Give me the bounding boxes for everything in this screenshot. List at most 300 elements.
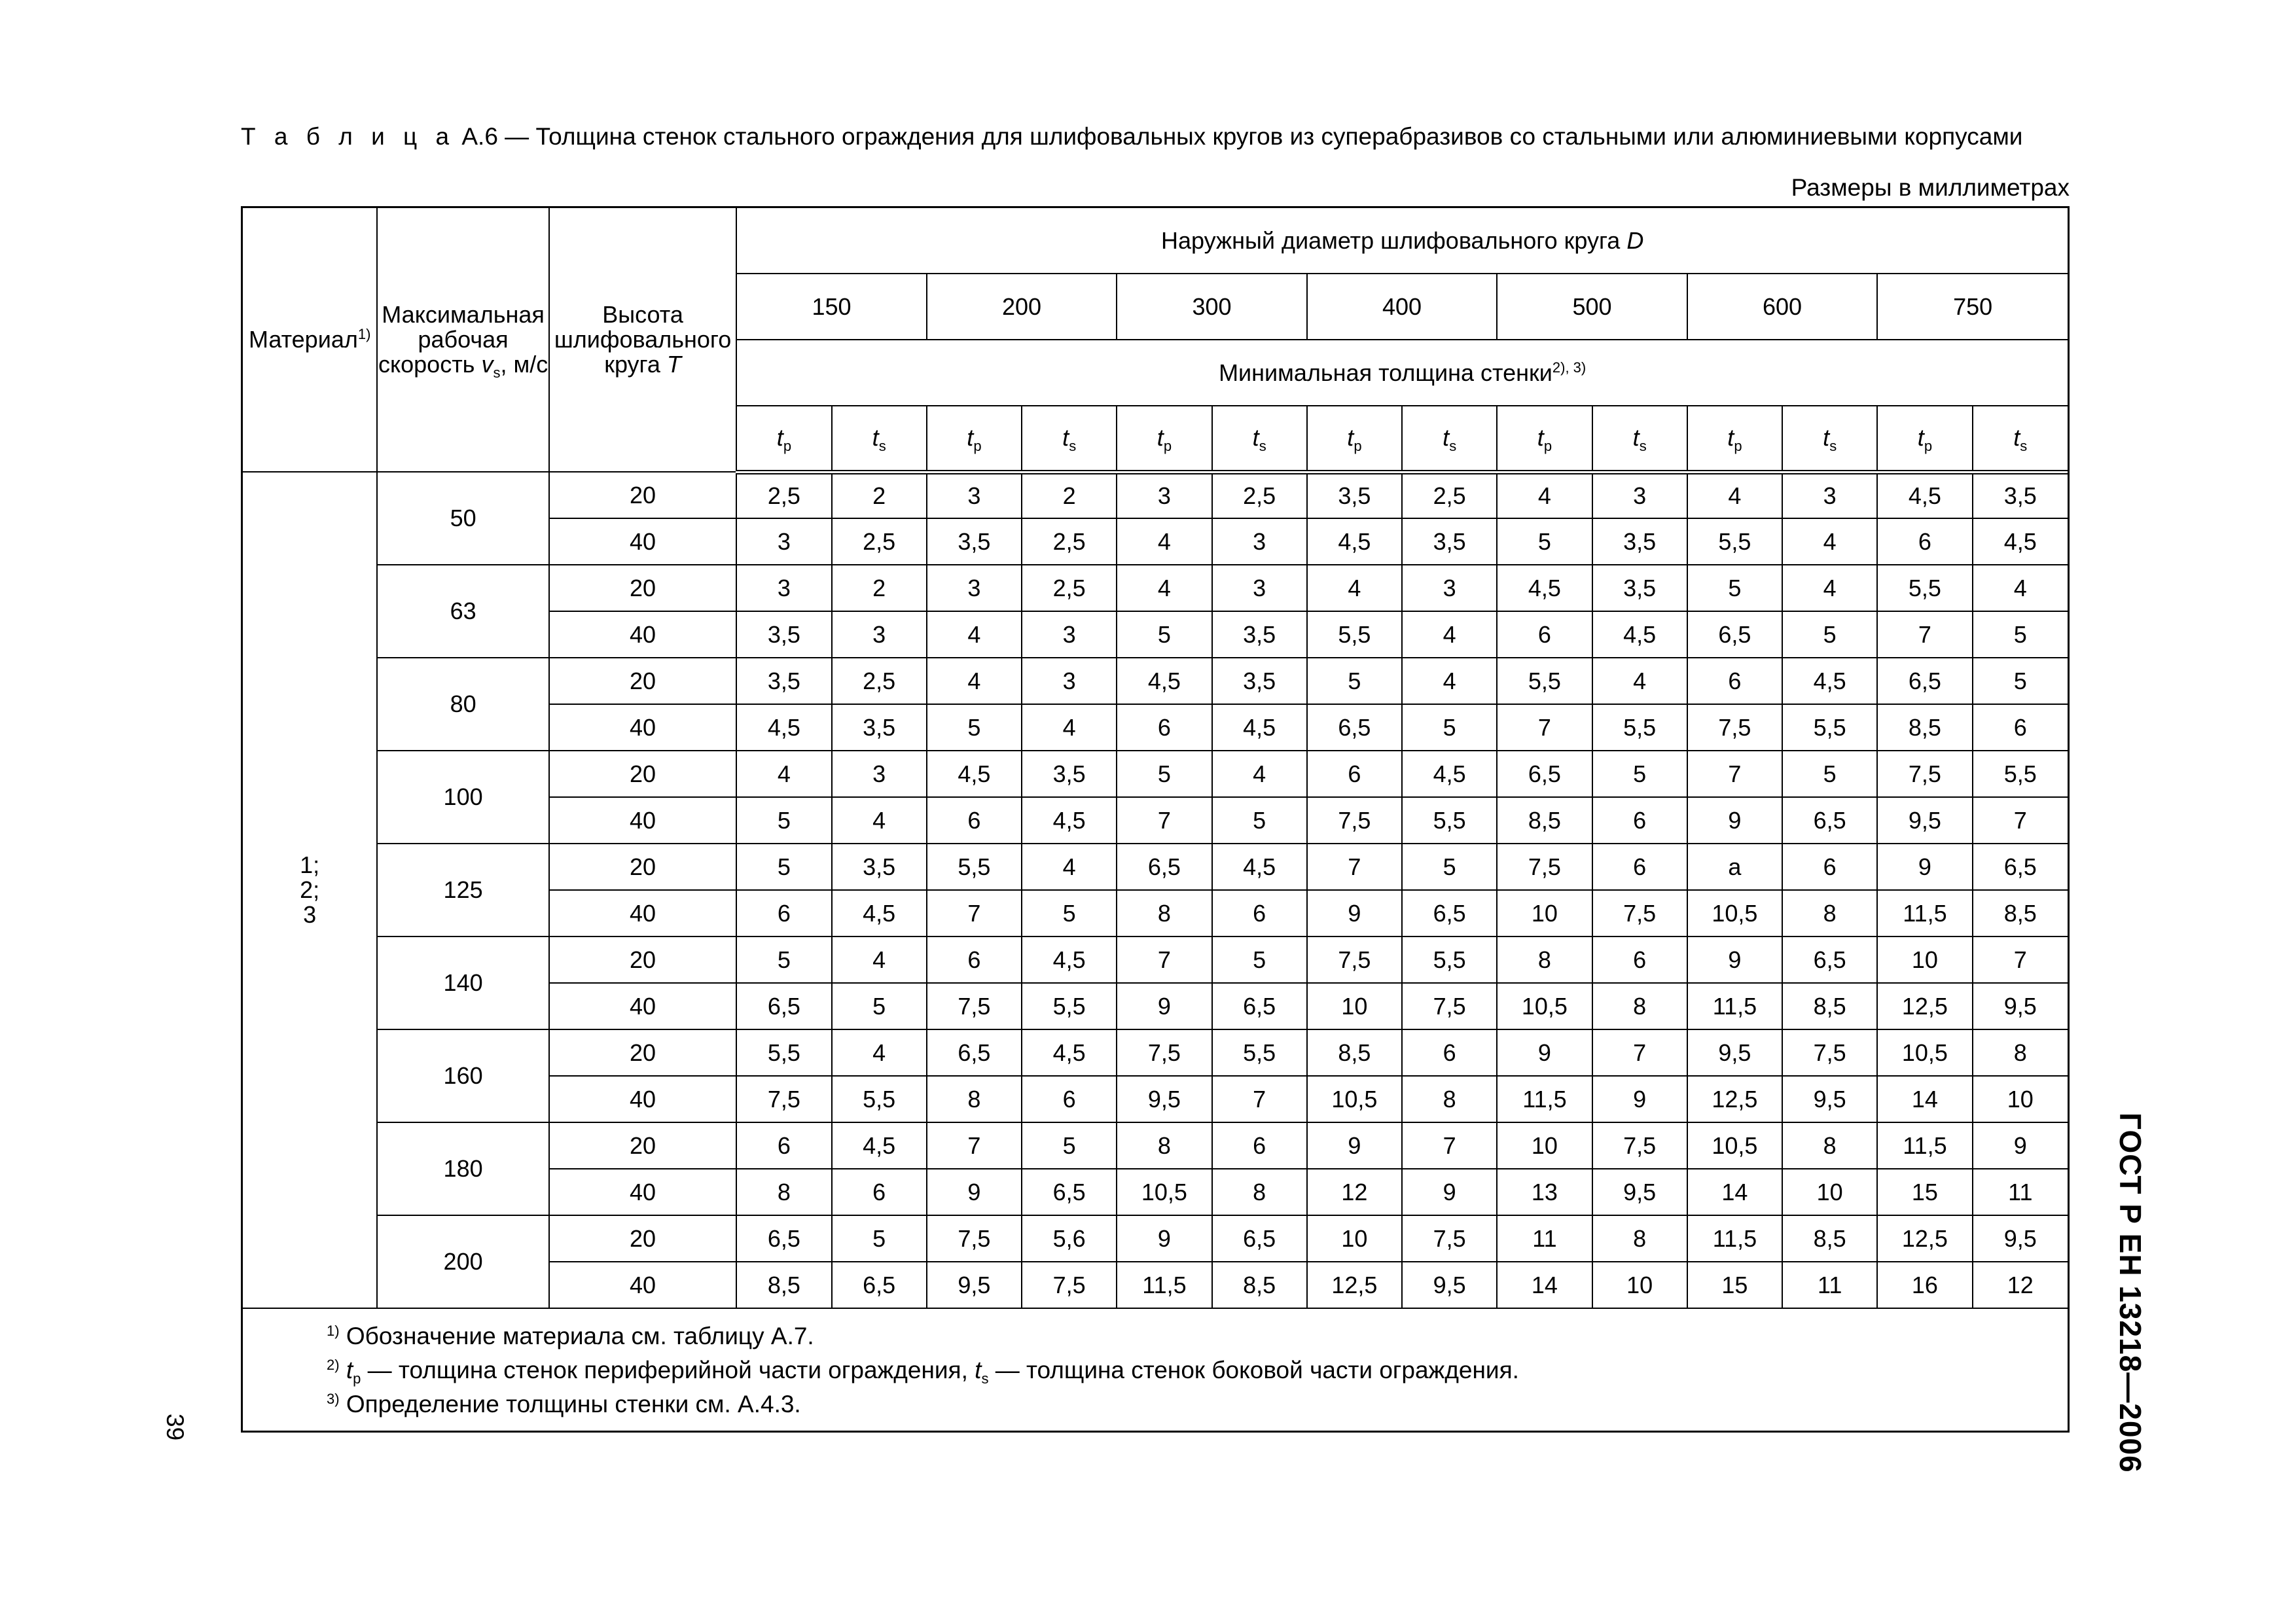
thickness-cell: 7 — [1307, 844, 1402, 890]
thickness-cell: 3 — [1212, 565, 1307, 611]
thickness-cell: 6 — [736, 1122, 831, 1169]
thickness-cell: 4,5 — [1212, 704, 1307, 751]
thickness-cell: 12,5 — [1877, 983, 1972, 1029]
thickness-cell: 6 — [1782, 844, 1877, 890]
thickness-cell: 3,5 — [1022, 751, 1117, 797]
thickness-cell: 5 — [1592, 751, 1687, 797]
header-min-thickness: Минимальная толщина стенки$^{2), 3)}$ — [736, 340, 2068, 406]
speed-cell: 80 — [377, 658, 548, 751]
thickness-cell: 5 — [1687, 565, 1782, 611]
thickness-cell: 3,5 — [1212, 658, 1307, 704]
symbol-sub: s — [1259, 438, 1266, 455]
header-tp-symbol — [1307, 406, 1402, 472]
height-cell: 40 — [549, 797, 737, 844]
thickness-cell: 15 — [1687, 1262, 1782, 1308]
thickness-cell: 9,5 — [1687, 1029, 1782, 1076]
header-diameter: Наружный диаметр шлифовального круга D — [736, 208, 2068, 274]
thickness-cell: 9 — [1687, 936, 1782, 983]
symbol-sub: s — [878, 438, 886, 455]
header-diameter-value: 400 — [1307, 274, 1498, 340]
thickness-cell: 7 — [1973, 797, 2068, 844]
thickness-cell: 4,5 — [1307, 518, 1402, 565]
thickness-cell: 3 — [736, 518, 831, 565]
thickness-cell: 4,5 — [1497, 565, 1592, 611]
thickness-cell: 4 — [1687, 472, 1782, 518]
thickness-cell: 7,5 — [1782, 1029, 1877, 1076]
thickness-cell: 4 — [1022, 704, 1117, 751]
thickness-cell: 8 — [736, 1169, 831, 1215]
table-row — [243, 751, 2068, 797]
symbol-var: t — [1443, 424, 1450, 452]
thickness-cell: 6 — [1973, 704, 2068, 751]
thickness-cell: 3 — [1782, 472, 1877, 518]
header-tp-symbol — [1117, 406, 1211, 472]
header-diameter-value: 300 — [1117, 274, 1307, 340]
thickness-cell: 6,5 — [1782, 936, 1877, 983]
thickness-cell: 10 — [1497, 890, 1592, 936]
thickness-cell: 11,5 — [1687, 1215, 1782, 1262]
thickness-cell: 4 — [1307, 565, 1402, 611]
thickness-cell: 4 — [1782, 518, 1877, 565]
thickness-cell: 9,5 — [1402, 1262, 1497, 1308]
thickness-cell: 6,5 — [736, 983, 831, 1029]
thickness-cell: 9,5 — [1877, 797, 1972, 844]
thickness-cell: 3,5 — [1402, 518, 1497, 565]
speed-cell: 100 — [377, 751, 548, 844]
thickness-cell: 11,5 — [1687, 983, 1782, 1029]
thickness-cell: 8,5 — [1782, 1215, 1877, 1262]
thickness-cell: 3,5 — [736, 658, 831, 704]
thickness-cell: 3,5 — [1592, 565, 1687, 611]
symbol-var: t — [1252, 424, 1259, 452]
thickness-cell: 4 — [832, 936, 927, 983]
thickness-cell: 6 — [1687, 658, 1782, 704]
thickness-cell: 6 — [927, 936, 1022, 983]
thickness-cell: 5,5 — [1973, 751, 2068, 797]
height-cell: 20 — [549, 565, 737, 611]
thickness-cell: 4,5 — [1022, 1029, 1117, 1076]
thickness-cell: 2,5 — [1022, 565, 1117, 611]
thickness-cell: 9 — [1592, 1076, 1687, 1122]
thickness-cell: 9 — [1307, 890, 1402, 936]
thickness-cell: 3,5 — [1592, 518, 1687, 565]
thickness-cell: 4 — [1973, 565, 2068, 611]
thickness-cell: 6,5 — [832, 1262, 927, 1308]
thickness-cell: 3 — [1022, 611, 1117, 658]
thickness-cell: 12,5 — [1307, 1262, 1402, 1308]
header-ts-symbol — [1022, 406, 1117, 472]
thickness-cell: 5 — [1212, 936, 1307, 983]
thickness-cell: 7,5 — [1022, 1262, 1117, 1308]
thickness-cell: 6,5 — [1497, 751, 1592, 797]
header-diameter-value: 150 — [736, 274, 927, 340]
thickness-cell: 4,5 — [1592, 611, 1687, 658]
thickness-cell: 12 — [1973, 1262, 2068, 1308]
thickness-cell: 13 — [1497, 1169, 1592, 1215]
thickness-cell: 9,5 — [1782, 1076, 1877, 1122]
caption-prefix: Т а б л и ц а — [241, 123, 456, 150]
thickness-cell: 5 — [1307, 658, 1402, 704]
thickness-cell: 8 — [1117, 890, 1211, 936]
thickness-cell: 5,5 — [1497, 658, 1592, 704]
document-code: ГОСТ Р ЕН 13218—2006 — [2113, 1113, 2147, 1473]
thickness-cell: 9 — [1497, 1029, 1592, 1076]
height-cell: 40 — [549, 890, 737, 936]
thickness-cell: 11,5 — [1877, 890, 1972, 936]
thickness-cell: 4,5 — [1402, 751, 1497, 797]
thickness-cell: 7,5 — [1592, 1122, 1687, 1169]
thickness-cell: 3,5 — [1307, 472, 1402, 518]
thickness-cell: 11 — [1973, 1169, 2068, 1215]
symbol-sub: p — [1354, 438, 1362, 455]
thickness-cell: 5 — [1782, 611, 1877, 658]
thickness-cell: 4 — [1592, 658, 1687, 704]
thickness-cell: 10 — [1497, 1122, 1592, 1169]
thickness-cell: 4 — [832, 1029, 927, 1076]
symbol-var: t — [1632, 424, 1640, 452]
thickness-cell: 6 — [1592, 844, 1687, 890]
thickness-cell: 7,5 — [1497, 844, 1592, 890]
thickness-cell: 5,5 — [1877, 565, 1972, 611]
thickness-cell: 2 — [832, 565, 927, 611]
thickness-cell: 7,5 — [1877, 751, 1972, 797]
thickness-cell: 6 — [927, 797, 1022, 844]
thickness-cell: 2,5 — [1212, 472, 1307, 518]
speed-cell: 63 — [377, 565, 548, 658]
thickness-cell: 7 — [1687, 751, 1782, 797]
thickness-cell: 14 — [1497, 1262, 1592, 1308]
thickness-cell: 5,5 — [832, 1076, 927, 1122]
header-ts-symbol — [1973, 406, 2068, 472]
thickness-cell: 8,5 — [736, 1262, 831, 1308]
thickness-cell: 7 — [1117, 936, 1211, 983]
speed-cell: 50 — [377, 472, 548, 565]
height-cell: 40 — [549, 983, 737, 1029]
thickness-cell: 5 — [1973, 658, 2068, 704]
thickness-cell: 7 — [1877, 611, 1972, 658]
thickness-cell: 6 — [1592, 936, 1687, 983]
thickness-cell: 5,5 — [1307, 611, 1402, 658]
height-cell: 20 — [549, 751, 737, 797]
thickness-cell: 9 — [1877, 844, 1972, 890]
height-cell: 40 — [549, 1262, 737, 1308]
thickness-cell: 10,5 — [1117, 1169, 1211, 1215]
footnote-2: $^{2)}$ $t_p$ — толщина стенок периферийной части ограждения, $t_s$ — толщина стенок боковой части ограждения. — [327, 1357, 1519, 1387]
thickness-cell: 4 — [1782, 565, 1877, 611]
thickness-cell: 6,5 — [1212, 983, 1307, 1029]
thickness-cell: 6 — [736, 890, 831, 936]
thickness-cell: 5 — [1022, 1122, 1117, 1169]
header-ts-symbol — [1212, 406, 1307, 472]
symbol-sub: p — [1734, 438, 1742, 455]
thickness-cell: 6,5 — [1687, 611, 1782, 658]
thickness-cell: 5 — [832, 983, 927, 1029]
thickness-cell: 2,5 — [736, 472, 831, 518]
thickness-cell: 8,5 — [1782, 983, 1877, 1029]
thickness-cell: 5,5 — [1402, 797, 1497, 844]
thickness-cell: 3 — [1022, 658, 1117, 704]
thickness-cell: 7,5 — [1117, 1029, 1211, 1076]
symbol-sub: s — [2020, 438, 2028, 455]
thickness-cell: 4 — [1402, 611, 1497, 658]
speed-cell: 200 — [377, 1215, 548, 1308]
thickness-cell: 5,5 — [1782, 704, 1877, 751]
symbol-sub: p — [1163, 438, 1172, 455]
thickness-cell: 5,5 — [1212, 1029, 1307, 1076]
thickness-cell: 7 — [1497, 704, 1592, 751]
thickness-cell: 8,5 — [1307, 1029, 1402, 1076]
thickness-cell: 3 — [927, 472, 1022, 518]
height-cell: 20 — [549, 1029, 737, 1076]
symbol-var: t — [776, 424, 783, 452]
thickness-cell: 8 — [1497, 936, 1592, 983]
thickness-cell: 6,5 — [1973, 844, 2068, 890]
header-ts-symbol — [1782, 406, 1877, 472]
symbol-var: t — [1347, 424, 1354, 452]
thickness-cell: 3 — [1592, 472, 1687, 518]
thickness-cell: 4 — [1402, 658, 1497, 704]
table-caption — [241, 122, 2073, 152]
thickness-cell: 11,5 — [1877, 1122, 1972, 1169]
material-value: 2; — [300, 876, 320, 903]
thickness-cell: 12 — [1307, 1169, 1402, 1215]
thickness-cell: 10 — [1973, 1076, 2068, 1122]
thickness-cell: 4 — [1117, 518, 1211, 565]
height-cell: 20 — [549, 658, 737, 704]
symbol-sub: p — [783, 438, 792, 455]
header-diameter-value: 500 — [1497, 274, 1687, 340]
thickness-cell: 2 — [832, 472, 927, 518]
thickness-cell: 3,5 — [736, 611, 831, 658]
thickness-cell: 9,5 — [1973, 1215, 2068, 1262]
thickness-cell: 4 — [832, 797, 927, 844]
thickness-cell: 8,5 — [1973, 890, 2068, 936]
header-tp-symbol — [736, 406, 831, 472]
thickness-cell: 5 — [832, 1215, 927, 1262]
thickness-cell: 4 — [1497, 472, 1592, 518]
header-speed: Максимальная рабочая скорость $v_s$, м/с — [377, 208, 548, 472]
symbol-sub: s — [1069, 438, 1077, 455]
header-ts-symbol — [1402, 406, 1497, 472]
thickness-cell: 3 — [832, 751, 927, 797]
thickness-cell: 6 — [1402, 1029, 1497, 1076]
thickness-cell: 5 — [736, 844, 831, 890]
thickness-cell: 6,5 — [1212, 1215, 1307, 1262]
symbol-sub: s — [1449, 438, 1457, 455]
header-tp-symbol — [1497, 406, 1592, 472]
thickness-cell: 4,5 — [1973, 518, 2068, 565]
thickness-cell: 9,5 — [1973, 983, 2068, 1029]
thickness-cell: 7,5 — [1307, 797, 1402, 844]
header-ts-symbol — [832, 406, 927, 472]
symbol-sub: p — [1924, 438, 1933, 455]
speed-cell: 160 — [377, 1029, 548, 1122]
thickness-cell: 8 — [1782, 890, 1877, 936]
table-row — [243, 472, 2068, 518]
thickness-cell: 7,5 — [927, 1215, 1022, 1262]
thickness-cell: 2 — [1022, 472, 1117, 518]
thickness-cell: 7,5 — [1592, 890, 1687, 936]
thickness-cell: 5,5 — [927, 844, 1022, 890]
thickness-cell: 6 — [1877, 518, 1972, 565]
thickness-cell: 12,5 — [1877, 1215, 1972, 1262]
thickness-table — [241, 206, 2070, 1433]
symbol-var: t — [967, 424, 974, 452]
thickness-cell: 5,5 — [1592, 704, 1687, 751]
thickness-cell: 4,5 — [1212, 844, 1307, 890]
table-row — [243, 1029, 2068, 1076]
thickness-cell: 11,5 — [1117, 1262, 1211, 1308]
table-row — [243, 1215, 2068, 1262]
thickness-cell: 7 — [1402, 1122, 1497, 1169]
thickness-cell: 11 — [1782, 1262, 1877, 1308]
thickness-cell: 3 — [1117, 472, 1211, 518]
symbol-sub: p — [1543, 438, 1552, 455]
thickness-cell: 11 — [1497, 1215, 1592, 1262]
thickness-cell: 4,5 — [832, 890, 927, 936]
height-cell: 40 — [549, 1076, 737, 1122]
thickness-cell: 6 — [1307, 751, 1402, 797]
thickness-cell: 11,5 — [1497, 1076, 1592, 1122]
speed-cell: 140 — [377, 936, 548, 1029]
header-ts-symbol — [1592, 406, 1687, 472]
thickness-cell: 9,5 — [1592, 1169, 1687, 1215]
height-cell: 20 — [549, 936, 737, 983]
thickness-cell: 8 — [1212, 1169, 1307, 1215]
thickness-cell: 5,5 — [1402, 936, 1497, 983]
thickness-cell: 16 — [1877, 1262, 1972, 1308]
symbol-var: t — [1062, 424, 1069, 452]
material-cell — [243, 472, 377, 1308]
thickness-cell: 8,5 — [1212, 1262, 1307, 1308]
thickness-cell: 4 — [736, 751, 831, 797]
thickness-cell: 5 — [736, 936, 831, 983]
thickness-cell: 6 — [1497, 611, 1592, 658]
thickness-cell: 4,5 — [736, 704, 831, 751]
thickness-cell: 4,5 — [1022, 936, 1117, 983]
thickness-cell: 4,5 — [927, 751, 1022, 797]
thickness-cell: 4 — [927, 658, 1022, 704]
thickness-cell: 3,5 — [832, 844, 927, 890]
thickness-cell: 6 — [1022, 1076, 1117, 1122]
thickness-cell: 4 — [927, 611, 1022, 658]
symbol-var: t — [1823, 424, 1830, 452]
thickness-cell: 14 — [1687, 1169, 1782, 1215]
thickness-cell: 9,5 — [1117, 1076, 1211, 1122]
thickness-cell: 10,5 — [1687, 1122, 1782, 1169]
thickness-cell: 5 — [1117, 751, 1211, 797]
footnote-3: $^{3)}$ Определение толщины стенки см. А.4.3. — [327, 1391, 801, 1418]
header-height: Высота шлифовального круга T — [549, 208, 737, 472]
thickness-cell: 4,5 — [1877, 472, 1972, 518]
thickness-cell: 8,5 — [1497, 797, 1592, 844]
header-diameter-value: 600 — [1687, 274, 1878, 340]
height-cell: 40 — [549, 1169, 737, 1215]
data-grid — [243, 208, 2068, 1309]
thickness-cell: 7,5 — [927, 983, 1022, 1029]
thickness-cell: 5 — [1022, 890, 1117, 936]
thickness-cell: 5 — [736, 797, 831, 844]
thickness-cell: 9 — [927, 1169, 1022, 1215]
thickness-cell: 7 — [1117, 797, 1211, 844]
thickness-cell: 5 — [927, 704, 1022, 751]
thickness-cell: 7 — [1592, 1029, 1687, 1076]
thickness-cell: 10,5 — [1687, 890, 1782, 936]
thickness-cell: 7,5 — [736, 1076, 831, 1122]
thickness-cell: 9 — [1307, 1122, 1402, 1169]
thickness-cell: 8 — [1973, 1029, 2068, 1076]
table-row — [243, 1122, 2068, 1169]
thickness-cell: 6,5 — [1877, 658, 1972, 704]
thickness-cell: 3,5 — [1212, 611, 1307, 658]
thickness-cell: 3,5 — [927, 518, 1022, 565]
thickness-cell: 5 — [1402, 844, 1497, 890]
speed-cell: 180 — [377, 1122, 548, 1215]
thickness-cell: 3,5 — [1973, 472, 2068, 518]
thickness-cell: 4,5 — [1782, 658, 1877, 704]
material-value: 1; — [300, 851, 320, 878]
symbol-var: t — [1537, 424, 1544, 452]
thickness-cell: 10 — [1307, 983, 1402, 1029]
thickness-cell: а — [1687, 844, 1782, 890]
symbol-sub: p — [973, 438, 982, 455]
thickness-cell: 4,5 — [1022, 797, 1117, 844]
thickness-cell: 10 — [1877, 936, 1972, 983]
page-number: 39 — [162, 1414, 188, 1441]
thickness-cell: 8 — [1117, 1122, 1211, 1169]
thickness-cell: 9 — [1117, 983, 1211, 1029]
table-row — [243, 658, 2068, 704]
symbol-sub: s — [1639, 438, 1647, 455]
thickness-cell: 5,5 — [736, 1029, 831, 1076]
speed-cell: 125 — [377, 844, 548, 936]
thickness-cell: 4,5 — [1117, 658, 1211, 704]
thickness-cell: 8 — [1402, 1076, 1497, 1122]
symbol-var: t — [2013, 424, 2020, 452]
thickness-cell: 10,5 — [1497, 983, 1592, 1029]
thickness-cell: 2,5 — [1402, 472, 1497, 518]
height-cell: 40 — [549, 518, 737, 565]
thickness-cell: 2,5 — [832, 658, 927, 704]
thickness-cell: 6,5 — [1022, 1169, 1117, 1215]
thickness-cell: 6 — [832, 1169, 927, 1215]
thickness-cell: 6 — [1117, 704, 1211, 751]
thickness-cell: 2,5 — [1022, 518, 1117, 565]
thickness-cell: 8 — [1592, 1215, 1687, 1262]
thickness-cell: 7 — [1212, 1076, 1307, 1122]
thickness-cell: 9,5 — [927, 1262, 1022, 1308]
thickness-cell: 10,5 — [1877, 1029, 1972, 1076]
thickness-cell: 6 — [1212, 890, 1307, 936]
thickness-cell: 9 — [1117, 1215, 1211, 1262]
header-tp-symbol — [1877, 406, 1972, 472]
thickness-cell: 3 — [832, 611, 927, 658]
header-diameter-value: 750 — [1877, 274, 2068, 340]
units-note: Размеры в миллиметрах — [1791, 174, 2070, 201]
height-cell: 20 — [549, 472, 737, 518]
thickness-cell: 6,5 — [1117, 844, 1211, 890]
table-row — [243, 565, 2068, 611]
thickness-cell: 6 — [1592, 797, 1687, 844]
thickness-cell: 3 — [1402, 565, 1497, 611]
thickness-cell: 3 — [927, 565, 1022, 611]
thickness-cell: 8 — [1592, 983, 1687, 1029]
symbol-sub: s — [1829, 438, 1837, 455]
thickness-cell: 15 — [1877, 1169, 1972, 1215]
symbol-var: t — [872, 424, 879, 452]
thickness-cell: 6,5 — [927, 1029, 1022, 1076]
thickness-cell: 5 — [1497, 518, 1592, 565]
